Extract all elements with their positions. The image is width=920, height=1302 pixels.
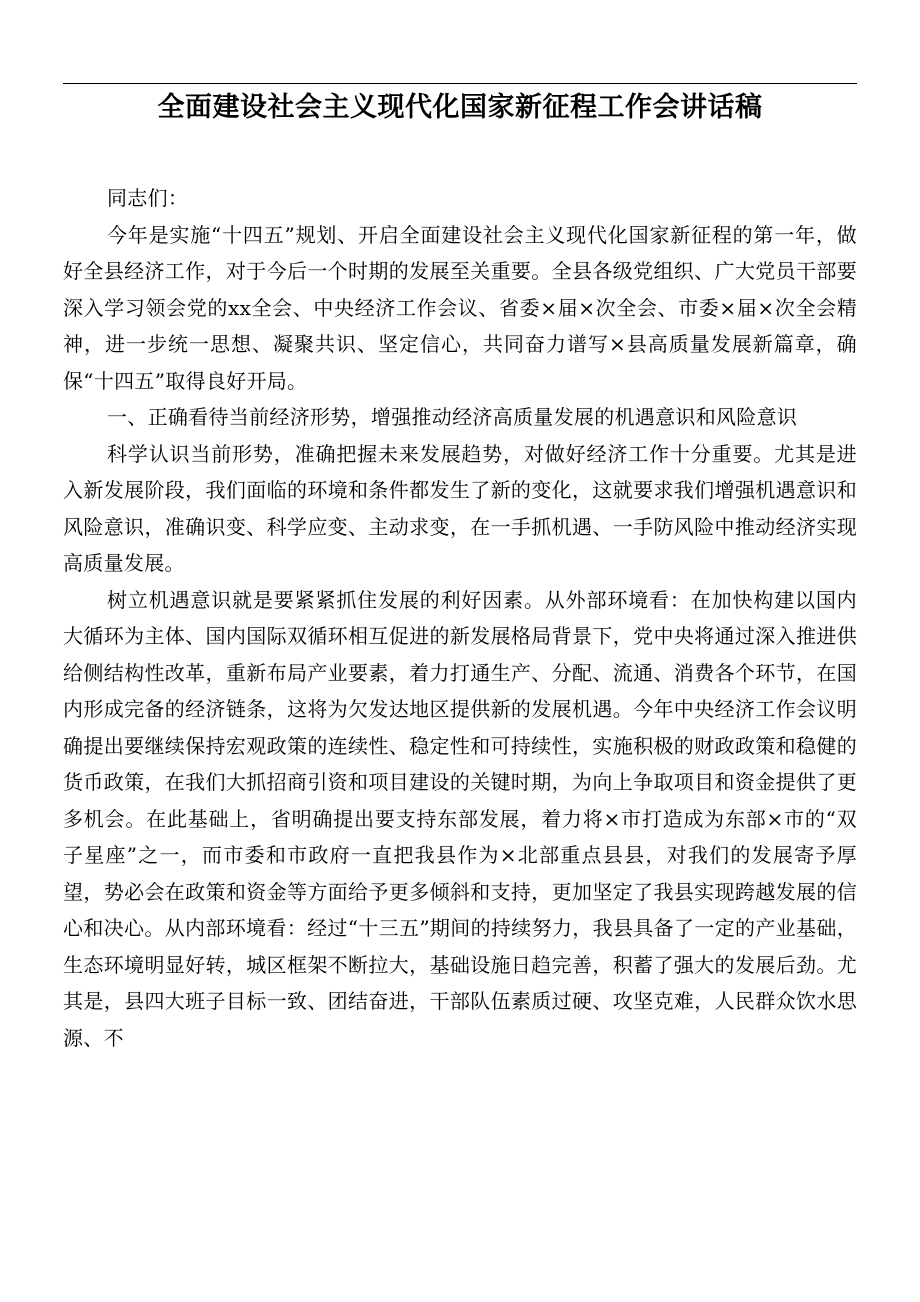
section-heading: 一、正确看待当前经济形势，增强推动经济高质量发展的机遇意识和风险意识 — [107, 405, 798, 429]
document-title: 全面建设社会主义现代化国家新征程工作会讲话稿 — [157, 92, 763, 123]
body-paragraph: 树立机遇意识就是要紧紧抓住发展的利好因素。从外部环境看：在加快构建以国内大循环为主体、国内国际双循环相互促进的新发展格局背景下，党中央将通过深入推进供给侧结构性改革，重新布局产业要素，着力打通生产、分配、流通、消费各个环节，在国内形成完备的经济链条，这将为欠发达地区提供新的发展机遇。今年中央经济工作会议明确提出要继续保持宏观政策的连续性、稳定性和可持续性，实施积极的财政政策和稳健的货币政策，在我们大抓招商引资和项目建设的关键时期，为向上争取项目和资金提供了更多机会。在此基础上，省明确提出要支持东部发展，着力将×市打造成为东部×市的“双子星座”之一，而市委和市政府一直把我县作为×北部重点县县，对我们的发展寄予厚望，势必会在政策和资金等方面给予更多倾斜和支持，更加坚定了我县实现跨越发展的信心和决心。从内部环境看：经过“十三五”期间的持续努力，我县具备了一定的产业基础，生态环境明显好转，城区框架不断拉大，基础设施日趋完善，积蓄了强大的发展后劲。尤其是，县四大班子目标一致、团结奋进，干部队伍素质过硬、攻坚克难，人民群众饮水思源、不 — [63, 587, 857, 1050]
document-body — [63, 180, 857, 1056]
header-rule — [63, 83, 857, 84]
body-paragraph: 科学认识当前形势，准确把握未来发展趋势，对做好经济工作十分重要。尤其是进入新发展阶段，我们面临的环境和条件都发生了新的变化，这就要求我们增强机遇意识和风险意识，准确识变、科学应变、主动求变，在一手抓机遇、一手防风险中推动经济实现高质量发展。 — [63, 441, 857, 575]
salutation-paragraph: 同志们： — [107, 186, 189, 210]
intro-paragraph: 今年是实施“十四五”规划、开启全面建设社会主义现代化国家新征程的第一年，做好全县经济工作，对于今后一个时期的发展至关重要。全县各级党组织、广大党员干部要深入学习领会党的xx全会、中央经济工作会议、省委×届×次全会、市委×届×次全会精神，进一步统一思想、凝聚共识、坚定信心，共同奋力谱写×县高质量发展新篇章，确保“十四五”取得良好开局。 — [63, 222, 857, 393]
